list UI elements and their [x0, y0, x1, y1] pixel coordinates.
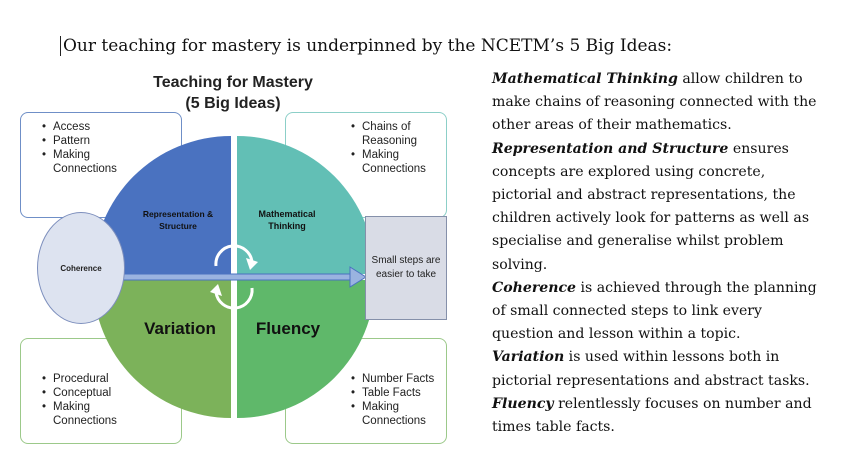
paragraph-coherence [492, 277, 822, 347]
box-bottom-right-item: • Making Connections [362, 400, 432, 428]
label-variation: Variation [144, 319, 216, 338]
coherence-arrow-shaft [115, 274, 353, 280]
box-top-right-item: • Making Connections [362, 148, 432, 176]
desc-thinking: allow children to make chains of reasoning connected with the other areas of their mathematics. [492, 71, 817, 134]
quadrant-fluency [237, 280, 375, 418]
explanation-text [492, 68, 822, 439]
term-variation: Variation [492, 349, 565, 366]
desc-variation: is used within lessons both in pictorial representations and abstract tasks. [492, 349, 810, 389]
desc-representation: ensures concepts are explored using concrete, pictorial and abstract representations, the children actively look for patterns as well as specialise and generalise whilst problem solving. [492, 140, 810, 273]
label-thinking: Mathematical Thinking [258, 209, 316, 231]
diagram-title-line2: (5 Big Ideas) [185, 95, 281, 112]
box-top-right-item: • Chains of Reasoning [362, 120, 422, 148]
coherence-ellipse: Coherence [37, 212, 125, 324]
box-bottom-left-item: • Conceptual [53, 386, 181, 400]
diagram-title-line1: Teaching for Mastery [153, 74, 313, 91]
label-representation: Representation & Structure [142, 209, 214, 231]
paragraph-thinking [492, 68, 822, 138]
term-thinking: Mathematical Thinking [492, 71, 678, 87]
desc-fluency: relentlessly focuses on number and times table facts. [492, 395, 812, 436]
box-bottom-left-item: • Procedural [53, 372, 181, 386]
term-representation: Representation and Structure [492, 140, 729, 157]
box-top-left-item: • Access [53, 120, 181, 134]
quadrant-thinking [237, 136, 375, 274]
term-coherence: Coherence [492, 279, 577, 296]
box-top-left-item: • Making Connections [53, 148, 123, 176]
paragraph-representation [492, 138, 822, 277]
page-heading: Our teaching for mastery is underpinned by the NCETM’s 5 Big Ideas: [60, 36, 672, 56]
small-steps-box: Small steps are easier to take [365, 216, 447, 320]
term-fluency: Fluency [492, 395, 554, 412]
box-bottom-left-item: • Making Connections [53, 400, 123, 428]
desc-coherence: is achieved through the planning of small connected steps to link every question and lesson within a topic. [492, 279, 817, 343]
box-bottom-right-item: • Table Facts [362, 386, 446, 400]
box-top-left-item: • Pattern [53, 134, 181, 148]
box-bottom-right-item: • Number Facts [362, 372, 446, 386]
label-fluency: Fluency [255, 319, 321, 338]
paragraph-fluency [492, 393, 822, 439]
paragraph-variation [492, 346, 822, 392]
